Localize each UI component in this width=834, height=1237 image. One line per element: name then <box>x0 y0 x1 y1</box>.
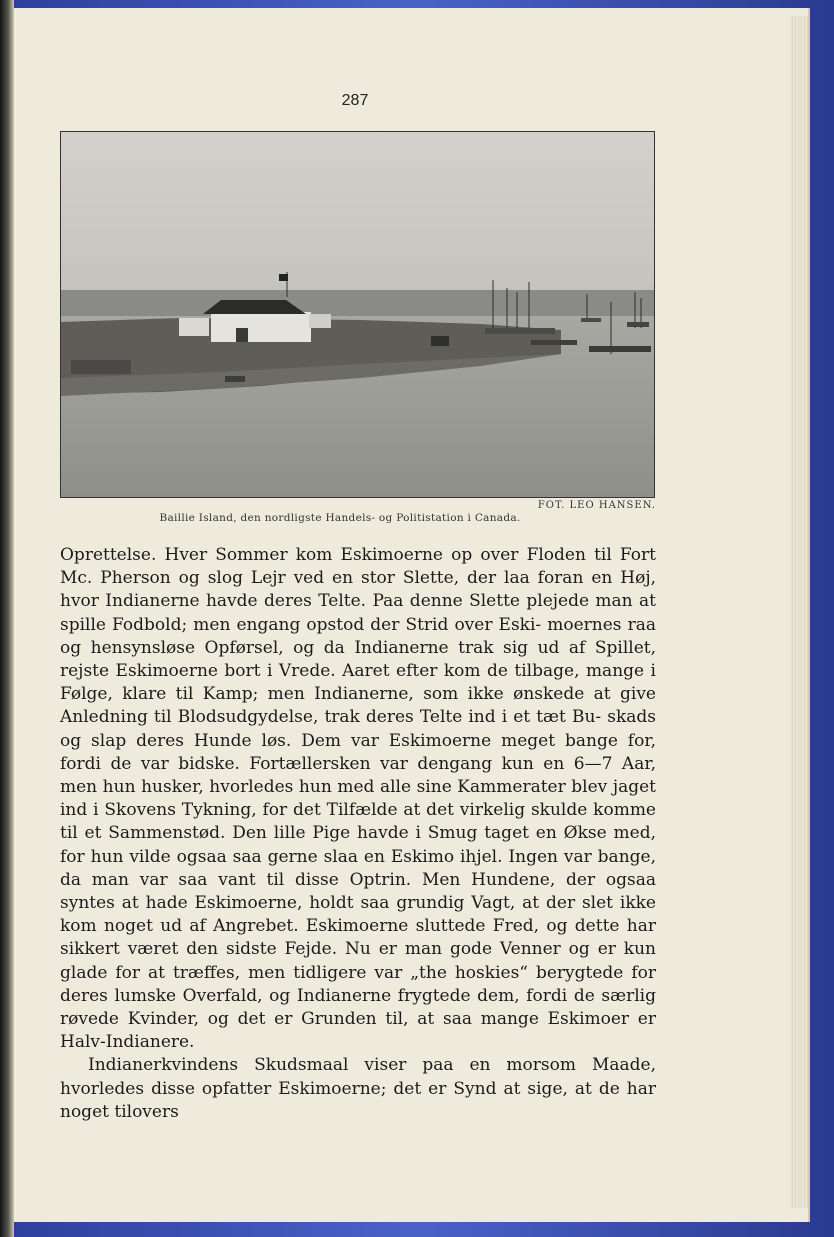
paragraph: Indianerkvindens Skudsmaal viser paa en morsom Maade, hvorledes disse opfatter Eskimoerne; det er Synd at sige, at de har noget tilovers <box>60 1055 656 1122</box>
harbor-photograph <box>60 131 655 498</box>
spine-shadow <box>0 0 14 1237</box>
photo-credit: FOT. LEO HANSEN. <box>537 500 656 511</box>
body-text <box>60 544 656 1124</box>
sky <box>61 132 654 292</box>
photo-caption: Baillie Island, den nordligste Handels- og Politistation i Canada. <box>159 512 521 524</box>
flag <box>279 274 288 281</box>
page-number: 287 <box>341 92 369 109</box>
page-edges <box>790 16 808 1208</box>
horizon-sea <box>61 290 654 316</box>
trading-post-building <box>211 312 311 342</box>
paragraph: Oprettelse. Hver Sommer kom Eskimoerne op over Floden til Fort Mc. Pherson og slog Lejr ved en stor Slette, der laa foran en Høj, hvor Indianerne havde deres Telte. Paa denne Slette plejede man at spille Fodbold; men engang opstod der Strid over Eski- moernes raa og hensynsløse Opførsel, og da Indianerne trak sig ud af Spillet, rejste Eskimoerne bort i Vrede. Aaret efter kom de tilbage, mange i Følge, klare til Kamp; men Indianerne, som ikke ønskede at give Anledning til Blodsudgydelse, trak deres Telte ind i et tæt Bu- skads og slap deres Hunde løs. Dem var Eskimoerne meget bange for, fordi de var bidske. Fortællersken var dengang kun en 6—7 Aar, men hun husker, hvorledes hun med alle sine Kammerater blev jaget ind i Skovens Tykning, for det Tilfælde at det virkelig skulde komme til et Sammenstød. Den lille Pige havde i Smug taget en Økse med, for hun vilde ogsaa saa gerne slaa en Eskimo ihjel. Ingen var bange, da man var saa vant til disse Optrin. Men Hundene, der ogsaa syntes at hade Eskimoerne, holdt saa grundig Vagt, at der slet ikke kom noget ud af Angrebet. Eskimoerne sluttede Fred, og dette har sikkert været den sidste Fejde. Nu er man gode Venner og er kun glade for at træffes, men tidligere var „the hoskies“ berygtede for deres lumske Overfald, og Indianerne frygtede dem, fordi de særlig røvede Kvinder, og det er Grunden til, at saa mange Eskimoer er Halv-Indianere. <box>60 545 656 1053</box>
